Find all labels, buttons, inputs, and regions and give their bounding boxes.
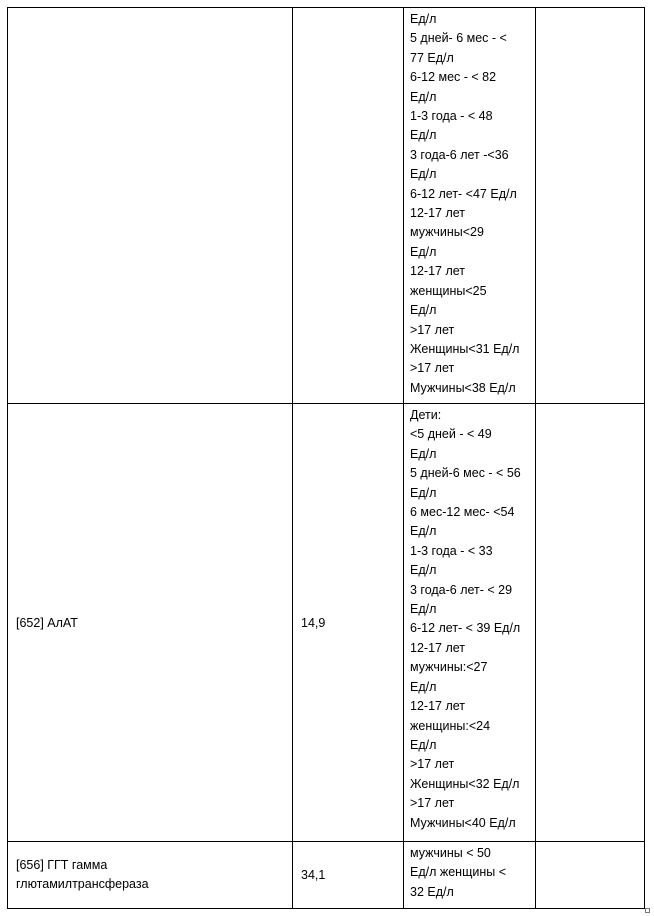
- reference-line: 12-17 лет: [410, 699, 465, 714]
- result-value: 14,9: [301, 615, 326, 630]
- reference-line: Ед/л: [410, 485, 437, 500]
- result-value-cell: [293, 842, 404, 909]
- reference-range-cell: [404, 842, 536, 909]
- table-row: [8, 8, 645, 404]
- test-name-cell: [8, 8, 293, 404]
- reference-line: 6-12 лет- < 39 Ед/л: [410, 621, 521, 636]
- reference-line: 3 года-6 лет- < 29: [410, 582, 513, 597]
- reference-line: 77 Ед/л: [410, 50, 454, 65]
- empty-cell: [536, 8, 645, 404]
- reference-line: 12-17 лет: [410, 264, 465, 279]
- reference-line: Мужчины<40 Ед/л: [410, 815, 516, 830]
- reference-line: 12-17 лет: [410, 206, 465, 221]
- reference-line: >17 лет: [410, 757, 455, 772]
- reference-line: 32 Ед/л: [410, 884, 454, 899]
- reference-line: Ед/л: [410, 89, 437, 104]
- reference-line: Ед/л женщины <: [410, 865, 507, 880]
- reference-line: <5 дней - < 49: [410, 427, 492, 442]
- test-name-cell: [8, 404, 293, 842]
- test-name: [652] АлАТ: [16, 615, 78, 630]
- test-name-line: глютамилтрансфераза: [16, 877, 149, 891]
- reference-line: Дети:: [410, 408, 442, 422]
- reference-line: Ед/л: [410, 303, 437, 318]
- reference-line: 3 года-6 лет -<36: [410, 147, 509, 162]
- reference-line: 1-3 года - < 48: [410, 109, 493, 124]
- reference-line: Ед/л: [410, 524, 437, 539]
- reference-line: 1-3 года - < 33: [410, 543, 493, 558]
- reference-range-cell: [404, 404, 536, 842]
- reference-line: 12-17 лет: [410, 640, 465, 655]
- reference-line: Ед/л: [410, 12, 437, 26]
- reference-line: >17 лет: [410, 796, 455, 811]
- reference-line: 6 мес-12 мес- <54: [410, 505, 515, 520]
- test-name-line: [656] ГГТ гамма: [16, 857, 108, 872]
- reference-line: Ед/л: [410, 446, 437, 461]
- reference-line: 5 дней-6 мес - < 56: [410, 466, 521, 481]
- reference-range: [404, 8, 535, 398]
- test-name: [8, 842, 292, 908]
- reference-line: 5 дней- 6 мес - <: [410, 31, 507, 46]
- lab-results-table: [7, 7, 645, 909]
- reference-line: Ед/л: [410, 737, 437, 752]
- reference-line: Ед/л: [410, 602, 437, 617]
- reference-line: Мужчины<38 Ед/л: [410, 380, 516, 395]
- reference-line: Ед/л: [410, 244, 437, 259]
- empty-cell: [536, 404, 645, 842]
- reference-line: Ед/л: [410, 679, 437, 694]
- reference-line: 6-12 мес - < 82: [410, 70, 497, 85]
- result-value-cell: [293, 8, 404, 404]
- reference-line: мужчины<29: [410, 225, 484, 240]
- test-name: [8, 8, 292, 403]
- empty-cell: [536, 842, 645, 909]
- reference-line: 6-12 лет- <47 Ед/л: [410, 186, 517, 201]
- reference-range: [404, 842, 535, 902]
- reference-line: Ед/л: [410, 563, 437, 578]
- reference-line: Ед/л: [410, 167, 437, 182]
- reference-line: >17 лет: [410, 361, 455, 376]
- table-row: [8, 842, 645, 909]
- result-value-cell: [293, 404, 404, 842]
- reference-line: Ед/л: [410, 128, 437, 143]
- reference-line: мужчины:<27: [410, 660, 488, 675]
- reference-line: женщины<25: [410, 283, 487, 298]
- result-value: 34,1: [301, 868, 326, 882]
- reference-range: [404, 404, 535, 833]
- result-value: [293, 8, 403, 403]
- page-corner-marker: [645, 908, 650, 913]
- reference-line: Женщины<32 Ед/л: [410, 776, 520, 791]
- table-row: [8, 404, 645, 842]
- reference-line: Женщины<31 Ед/л: [410, 341, 520, 356]
- reference-line: мужчины < 50: [410, 846, 491, 860]
- reference-line: >17 лет: [410, 322, 455, 337]
- reference-range-cell: [404, 8, 536, 404]
- reference-line: женщины:<24: [410, 718, 491, 733]
- test-name-cell: [8, 842, 293, 909]
